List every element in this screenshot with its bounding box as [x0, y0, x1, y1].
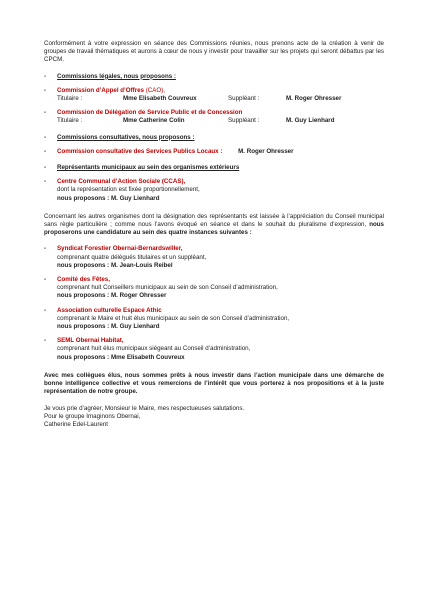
bullet-dash: - [44, 133, 47, 141]
closing-paragraph: Avec mes collègues élus, nous sommes prêts à nous investir dans l’action municipale dans une démarche de bonne intelligence collective et vous remercions de l’intérêt que vous porterez à nos propositions et à la juste représentation de notre groupe. [44, 371, 384, 396]
titulaire-name: Mme Catherine Colin [123, 117, 185, 125]
member-name: M. Guy Lienhard [111, 194, 160, 202]
section-consultative-commissions [44, 134, 384, 142]
letter-body [44, 40, 384, 429]
propose-label: nous proposons : [57, 353, 110, 361]
suppleant-name: M. Roger Ohresser [286, 95, 342, 103]
member-name: M. Roger Ohresser [111, 292, 167, 300]
org-item [44, 337, 384, 362]
org-item [44, 307, 384, 332]
signoff-line: Je vous prie d’agréer, Monsieur le Maire, mes respectueuses salutations. [44, 404, 245, 412]
org-item [44, 276, 384, 301]
org-description: comprenant quatre délégués titulaires et un suppléant, [57, 253, 207, 261]
suppleant-name: M. Guy Lienhard [286, 117, 335, 125]
candidature-paragraph [44, 213, 384, 238]
org-description: comprenant le Maire et huit élus municipaux au sein de son Conseil d’administration, [57, 314, 290, 322]
org-description: comprenant huit élus municipaux siégeant au Conseil d’administration, [57, 345, 251, 353]
section-heading: Représentants municipaux au sein des organismes extérieurs [57, 164, 240, 172]
propose-label: nous proposons : [57, 292, 110, 300]
item-members-row [57, 117, 384, 125]
intro-paragraph: Conformément à votre expression en séance des Commissions réunies, nous prenons acte de la création à venir de groupes de travail thématiques et aurons à cœur de nous y investir pour travailler sur les projets qui seront débattus par les CPCM. [44, 40, 384, 64]
suppleant-label: Suppléant : [228, 95, 260, 103]
member-name: Mme Elisabeth Couvreux [111, 353, 185, 361]
bullet-dash: - [44, 245, 47, 253]
candidature-text-bold: nous proposerons une candidature au sein des quatre instances suivantes : [44, 221, 384, 237]
item-cao [44, 87, 384, 103]
signature-name: Catherine Edel-Laurent [44, 420, 108, 428]
signoff-group: Pour le groupe Imaginons Obernai, [44, 412, 141, 420]
item-members-row [57, 95, 384, 103]
item-ccspl [44, 148, 384, 156]
org-description: comprenant huit Conseillers municipaux au sein de son Conseil d’administration, [57, 284, 278, 292]
bullet-dash: - [44, 337, 47, 345]
section-external-bodies [44, 164, 384, 172]
item-title: Commission d’Appel d’Offres [57, 86, 144, 94]
member-name: M. Guy Lienhard [111, 323, 160, 331]
bullet-dash: - [44, 164, 47, 172]
propose-label: nous proposons : [57, 323, 110, 331]
bullet-dash: - [44, 178, 47, 186]
titulaire-label: Titulaire : [57, 95, 83, 103]
member-name: M. Roger Ohresser [238, 147, 294, 155]
item-title: Commission de Délégation de Service Public et de Concession [57, 109, 243, 117]
member-name: M. Jean-Louis Reibel [111, 261, 173, 269]
item-ccas [44, 178, 384, 203]
bullet-dash: - [44, 306, 47, 314]
propose-label: nous proposons : [57, 261, 110, 269]
item-dsp [44, 109, 384, 125]
item-description: dont la représentation est fixée proportionnellement, [57, 186, 200, 194]
org-title: SEML Obernai Habitat, [57, 337, 124, 345]
suppleant-label: Suppléant : [228, 117, 260, 125]
item-title-suffix: (CAO), [143, 86, 165, 94]
section-legal-commissions [44, 73, 384, 81]
item-title: Centre Communal d’Action Sociale (CCAS), [57, 178, 186, 186]
titulaire-name: Mme Elisabeth Couvreux [123, 95, 197, 103]
org-title: Association culturelle Espace Athic [57, 306, 162, 314]
section-heading: Commissions consultatives, nous proposons : [57, 133, 195, 141]
org-title: Syndicat Forestier Obernai-Bernardswiller, [57, 245, 183, 253]
bullet-dash: - [44, 86, 47, 94]
titulaire-label: Titulaire : [57, 117, 83, 125]
bullet-dash: - [44, 72, 47, 80]
bullet-dash: - [44, 109, 47, 117]
section-heading: Commissions légales, nous proposons : [57, 72, 176, 80]
propose-label: nous proposons : [57, 194, 110, 202]
bullet-dash: - [44, 147, 47, 155]
candidature-text: Concernant les autres organismes dont la désignation des représentants est laissée à l’appréciation du Conseil municipal sans règle particulière ; comme nous l’avons évoqué en séance et dans le souhait du pluralisme d’expression, [44, 212, 384, 229]
org-item [44, 245, 384, 270]
item-title: Commission consultative des Services Publics Locaux : [57, 147, 223, 155]
org-title: Comité des Fêtes, [57, 276, 110, 284]
bullet-dash: - [44, 276, 47, 284]
